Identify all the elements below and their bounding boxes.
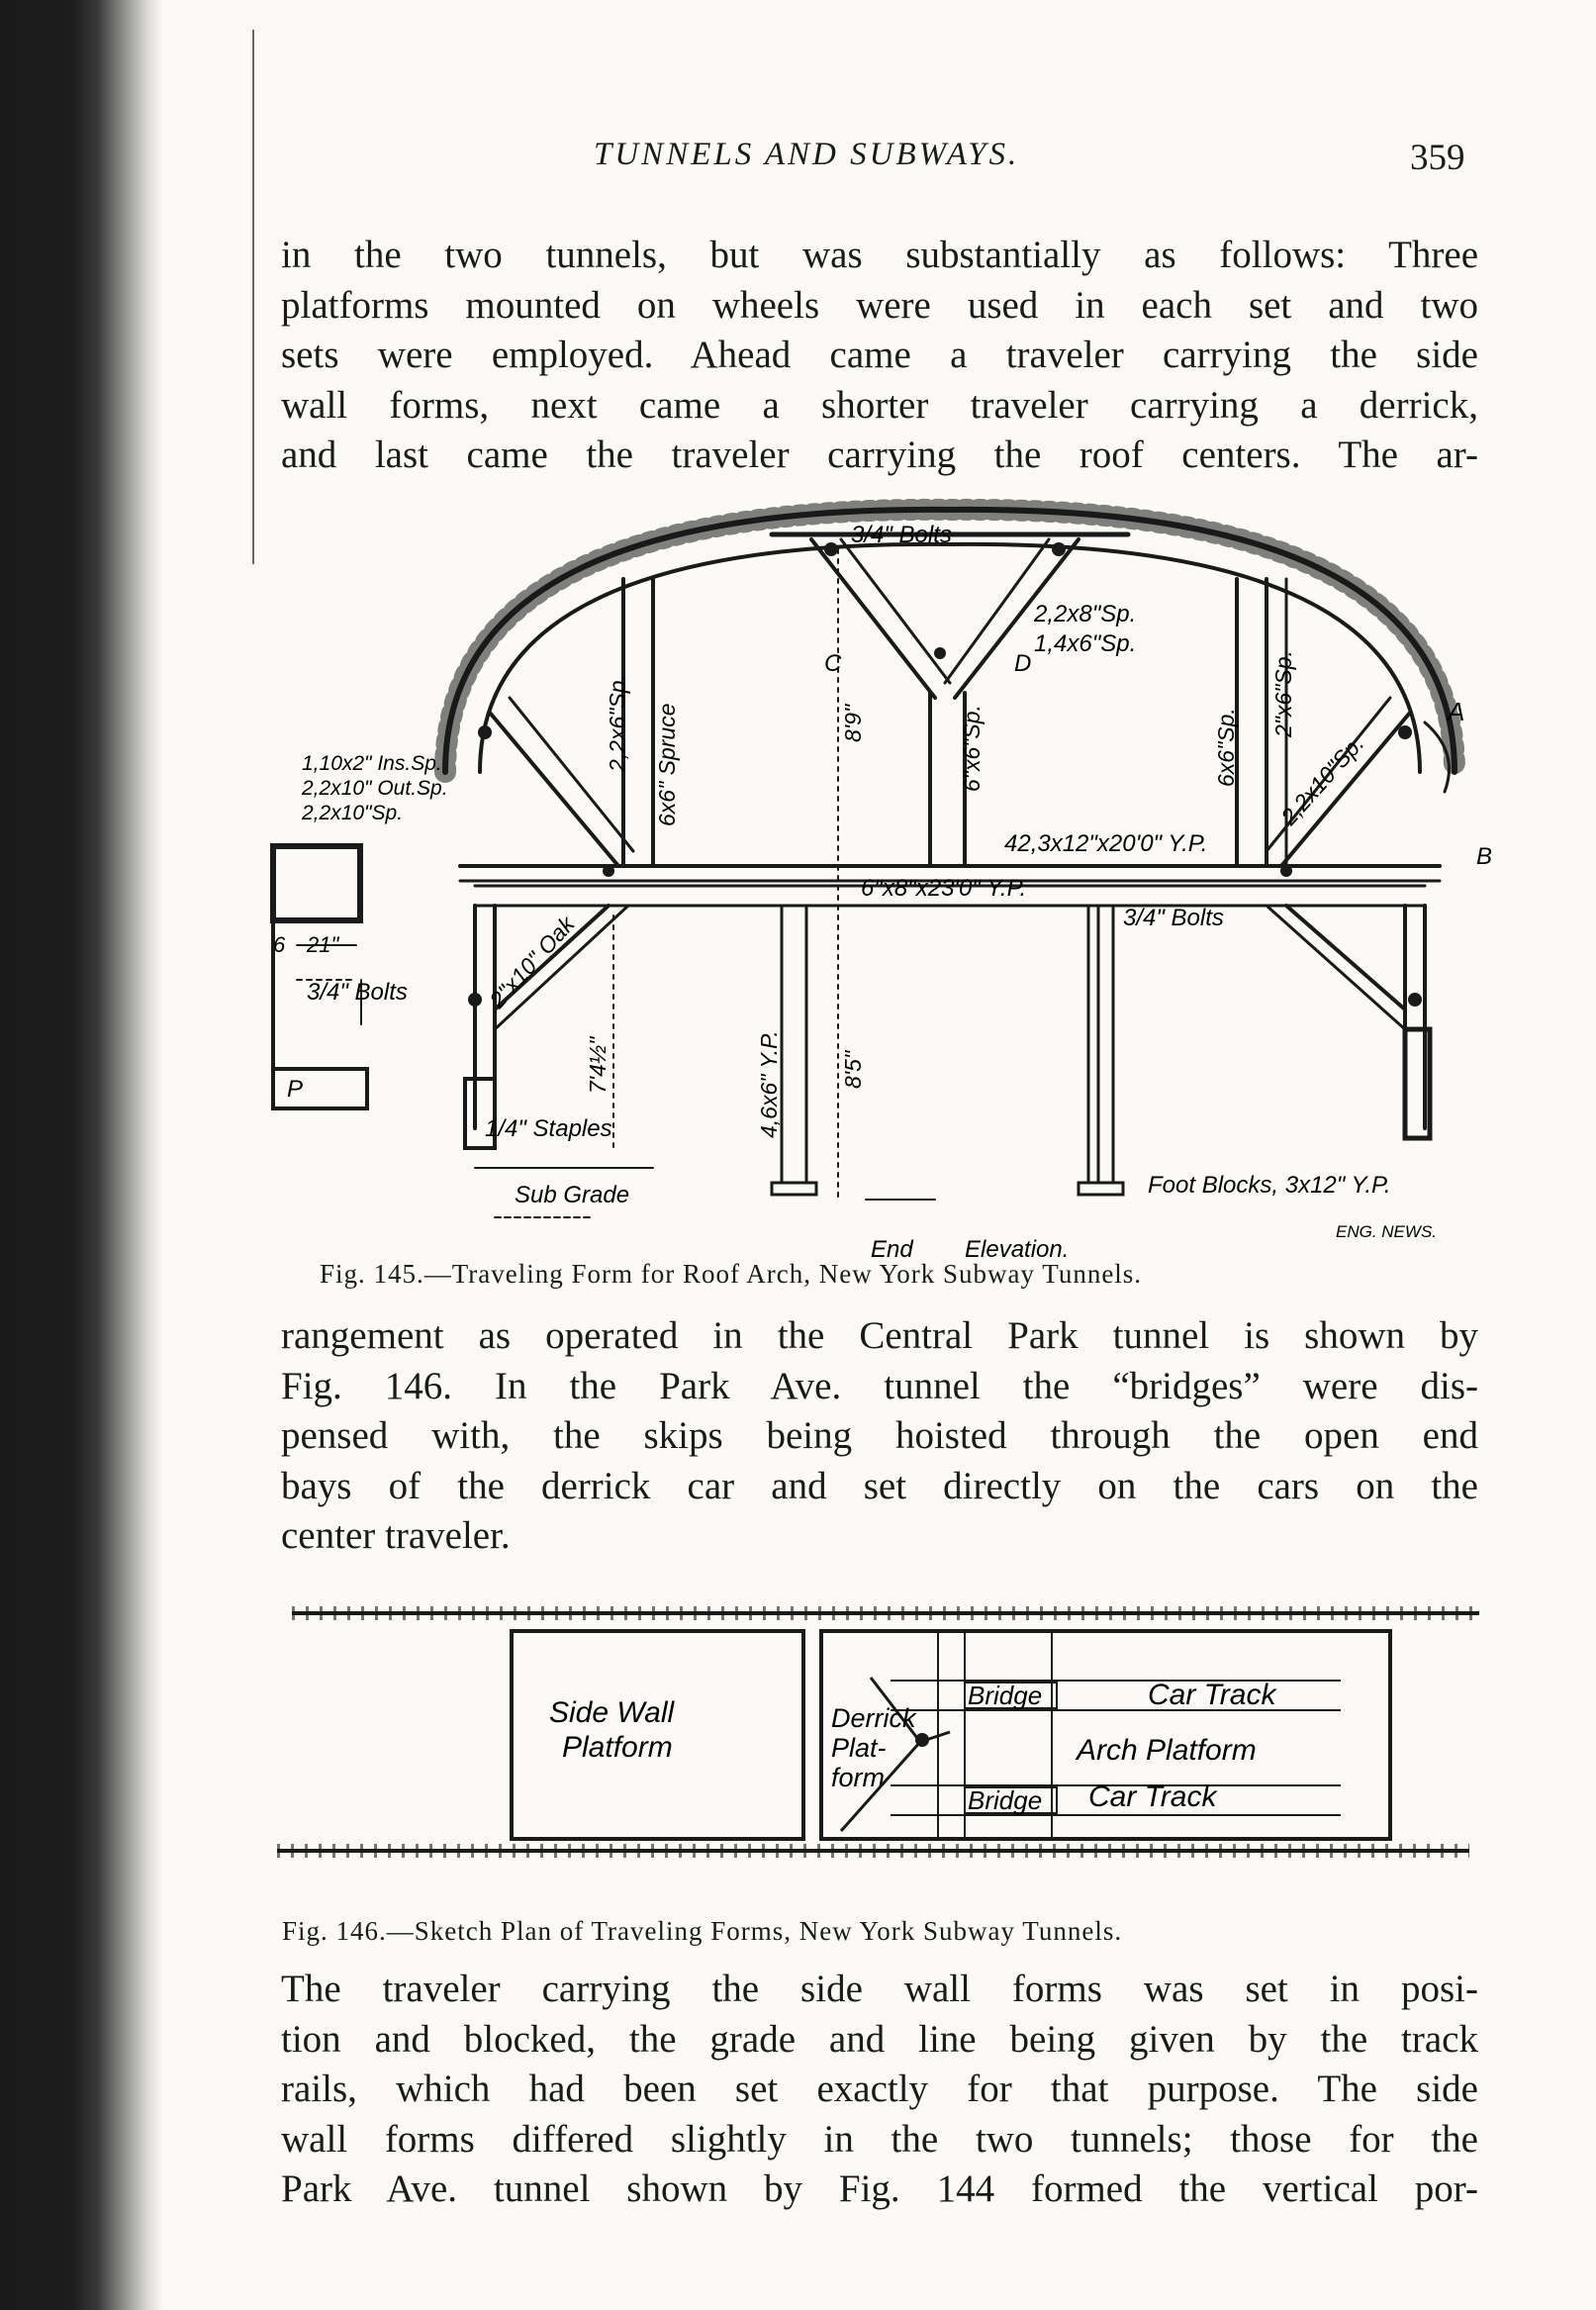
text-line: The traveler carrying the side wall forms was set in posi-	[281, 1968, 1478, 2010]
text-line: rails, which had been set exactly for that purpose. The side	[281, 2068, 1478, 2110]
paragraph-3	[281, 1965, 1478, 2215]
text-line: platforms mounted on wheels were used in each set and two	[281, 283, 1478, 327]
label-post-center: 6"x6"Sp.	[959, 705, 985, 792]
text-line: in the two tunnels, but was substantially as follows: Three	[281, 234, 1478, 276]
label-beam-main: 6"x8"x23'0" Y.P.	[861, 875, 1027, 902]
label-height-left: 7'4½"	[585, 1036, 610, 1094]
page-number: 359	[1410, 138, 1465, 178]
label-car-track-bottom: Car Track	[1088, 1781, 1217, 1813]
text-line: bays of the derrick car and set directly on the cars on the	[281, 1464, 1478, 1507]
label-bolts-right: 3/4" Bolts	[1123, 905, 1224, 931]
label-p: P	[287, 1076, 304, 1103]
label-post-right-1: 6x6"Sp.	[1213, 708, 1239, 787]
label-beam-top: 42,3x12"x20'0" Y.P.	[1004, 830, 1208, 857]
label-bridge-top: Bridge	[968, 1681, 1043, 1710]
label-derrick-2: Plat-	[831, 1733, 887, 1763]
label-oak: 2"x10" Oak	[484, 911, 580, 1013]
label-car-track-top: Car Track	[1148, 1679, 1276, 1711]
label-bridge-bottom: Bridge	[968, 1785, 1043, 1815]
text-line: sets were employed. Ahead came a traveler carrying the side	[281, 334, 1478, 376]
label-sub-grade: Sub Grade	[515, 1182, 630, 1208]
label-height-top: 8'9"	[840, 704, 866, 742]
label-foot-blocks: Foot Blocks, 3x12" Y.P.	[1148, 1172, 1391, 1199]
label-post-yp: 4,6x6" Y.P.	[756, 1030, 782, 1138]
label-side-wall-2: Platform	[562, 1731, 673, 1764]
label-post-left-2: 6x6" Spruce	[654, 703, 680, 826]
label-brace-spec-1: 2,2x8"Sp.	[1034, 601, 1137, 627]
label-dim-6: 6	[273, 932, 286, 957]
text-line: pensed with, the skips being hoisted through the open end	[281, 1414, 1478, 1457]
figure-145-caption: Fig. 145.—Traveling Form for Roof Arch, New York Subway Tunnels.	[320, 1259, 1143, 1289]
label-point-c: C	[824, 650, 842, 677]
label-eng-news: ENG. NEWS.	[1336, 1222, 1438, 1241]
label-post-right-2: 2"x6"Sp.	[1270, 650, 1296, 737]
label-derrick-3: form	[831, 1763, 885, 1792]
label-derrick-1: Derrick	[831, 1703, 916, 1733]
text-line: Park Ave. tunnel shown by Fig. 144 formed the vertical por-	[281, 2167, 1478, 2210]
label-point-d: D	[1014, 650, 1032, 677]
label-side-wall-1: Side Wall	[549, 1696, 675, 1729]
label-dim-21: 21"	[307, 932, 339, 957]
text-line: center traveler.	[281, 1514, 511, 1557]
label-point-a: A	[1448, 697, 1465, 726]
figure-146-caption: Fig. 146.—Sketch Plan of Traveling Forms, New York Subway Tunnels.	[282, 1916, 1123, 1946]
text-line: Fig. 146. In the Park Ave. tunnel the “bridges” were dis-	[281, 1364, 1478, 1407]
text-line: wall forms, next came a shorter traveler carrying a derrick,	[281, 383, 1478, 427]
figure-146-drawing	[0, 1584, 1596, 1900]
label-post-left-1: 2,2x6"Sp.	[605, 674, 630, 772]
label-lagging-2: 2,2x10" Out.Sp.	[302, 777, 448, 800]
label-lagging-3: 2,2x10"Sp.	[302, 802, 404, 824]
text-line: rangement as operated in the Central Park tunnel is shown by	[281, 1314, 1478, 1357]
label-end: End	[871, 1236, 913, 1263]
label-elevation: Elevation.	[965, 1236, 1070, 1263]
label-arch-platform: Arch Platform	[1077, 1734, 1257, 1767]
label-brace-spec-2: 1,4x6"Sp.	[1034, 630, 1137, 657]
paragraph-2	[281, 1311, 1478, 1562]
label-bolts-left: 3/4" Bolts	[307, 979, 408, 1006]
label-lagging-1: 1,10x2" Ins.Sp.	[302, 752, 442, 775]
label-bolts-top: 3/4" Bolts	[851, 522, 952, 548]
label-staples: 1/4" Staples	[485, 1115, 612, 1142]
label-height-bottom: 8'5"	[840, 1050, 866, 1089]
text-line: wall forms differed slightly in the two tunnels; those for the	[281, 2117, 1478, 2161]
text-line: and last came the traveler carrying the roof centers. The ar-	[281, 433, 1478, 476]
label-point-b: B	[1476, 843, 1493, 870]
running-head: TUNNELS AND SUBWAYS.	[594, 137, 1020, 172]
label-diag-right: 2,2x10"Sp.	[1275, 729, 1369, 830]
text-line: tion and blocked, the grade and line being given by the track	[281, 2017, 1478, 2061]
